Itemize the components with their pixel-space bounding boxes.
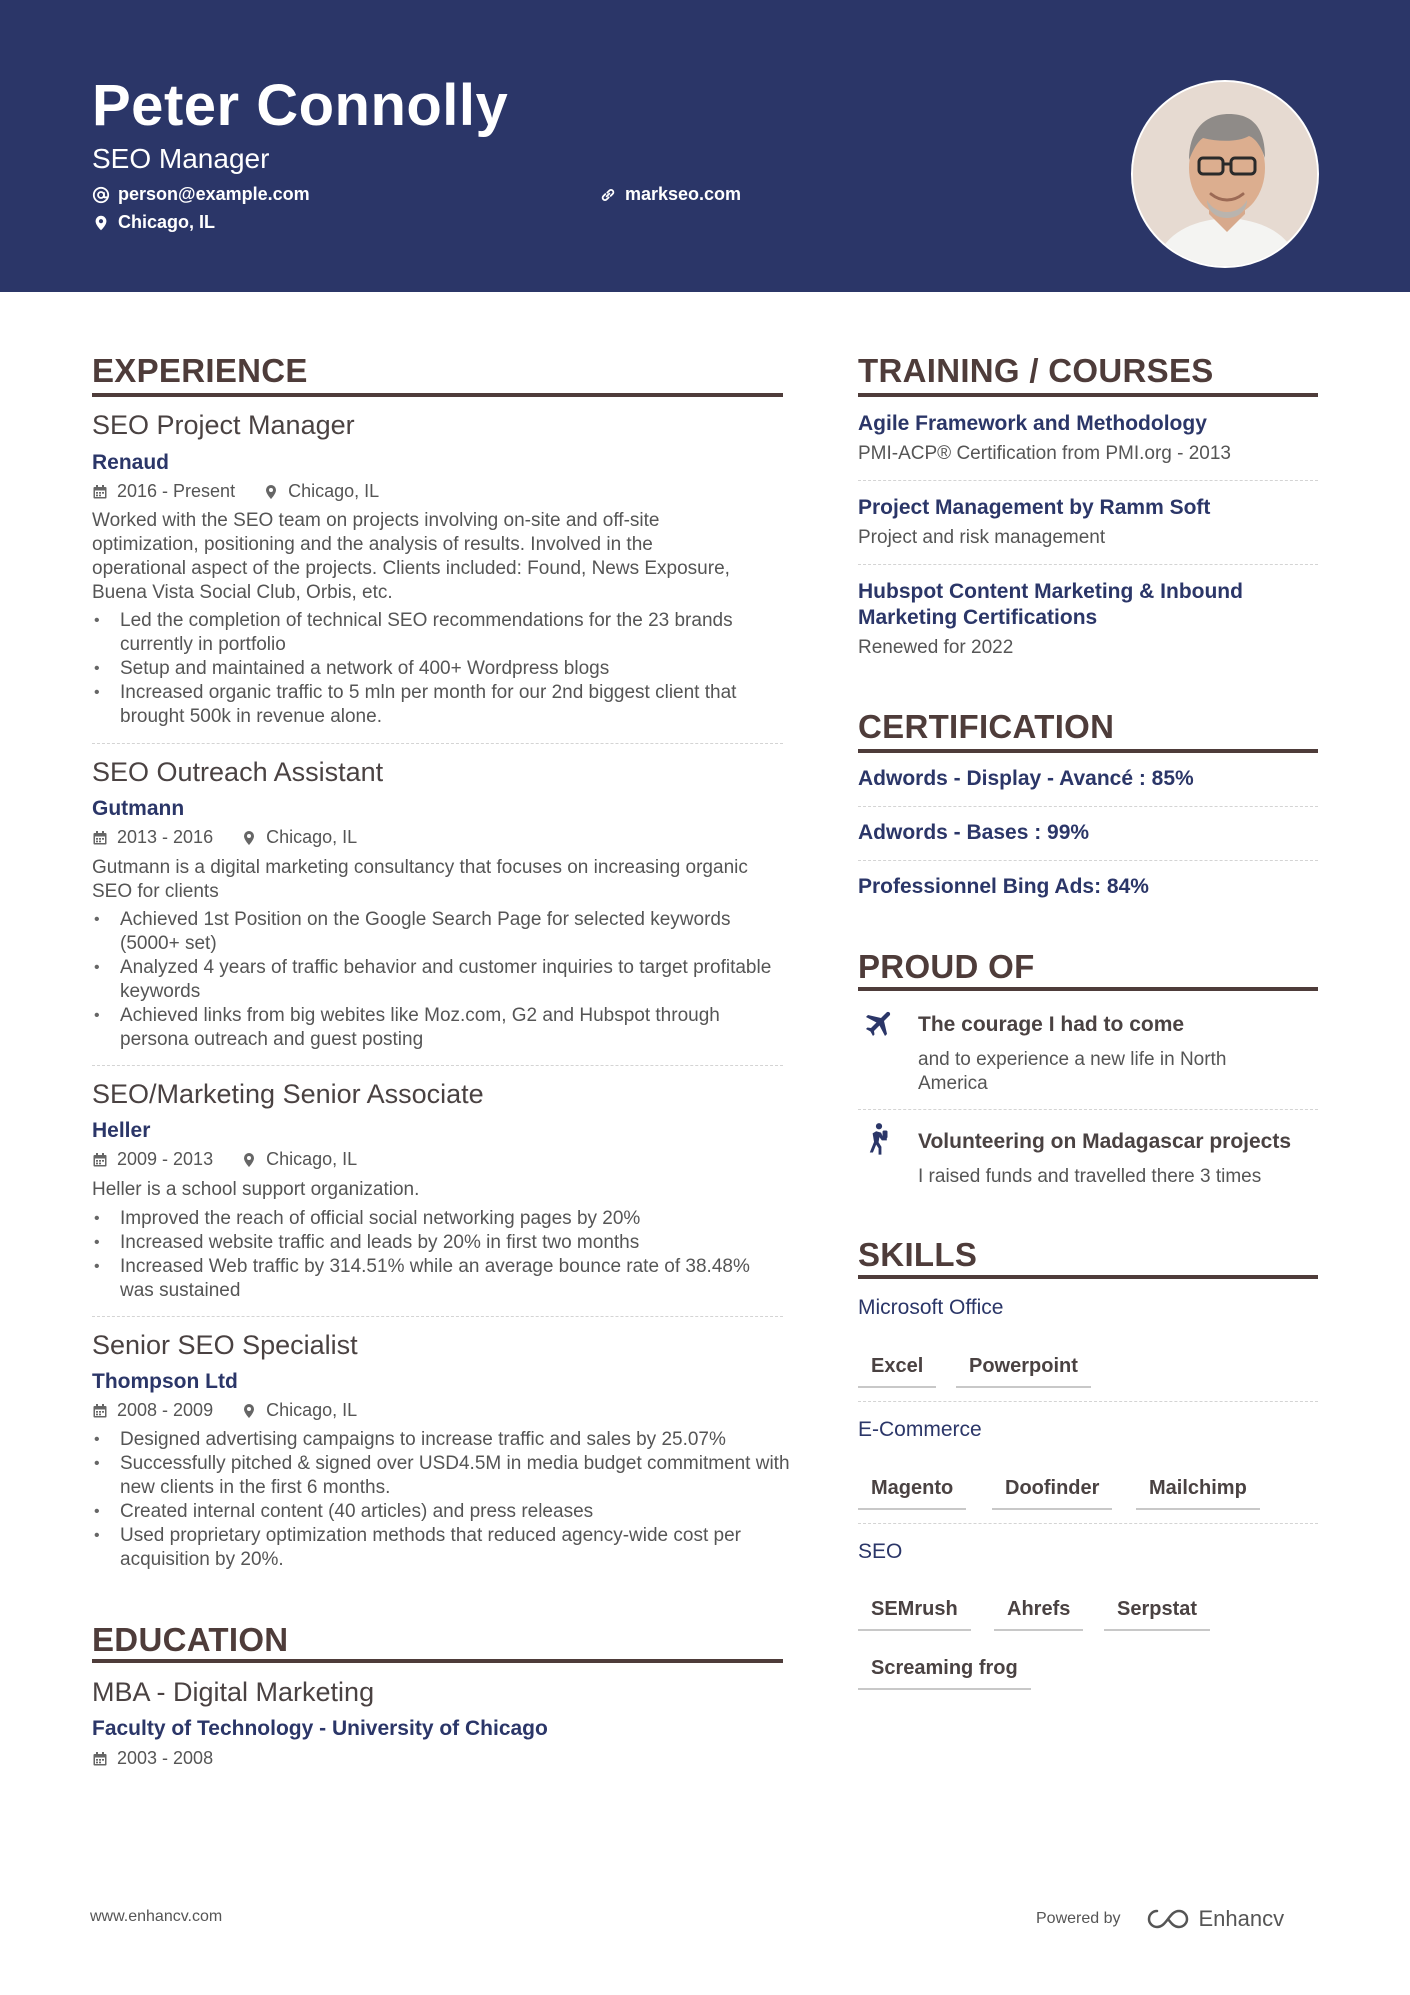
divider (858, 806, 1318, 807)
job-bullets (92, 1207, 782, 1303)
at-icon (92, 186, 110, 204)
list-item: • Designed advertising campaigns to increase traffic and sales by 25.07% (92, 1428, 792, 1452)
job-meta (92, 1400, 357, 1421)
job-title: SEO/Marketing Senior Associate (92, 1079, 484, 1109)
airplane-icon (863, 1006, 897, 1040)
calendar-icon (92, 1751, 108, 1767)
skill-tag: Magento (858, 1477, 966, 1510)
list-item: • Increased organic traffic to 5 mln per month for our 2nd biggest client that brought 500k in revenue alone. (92, 681, 782, 729)
course-description: Project and risk management (858, 527, 1106, 548)
list-item: • Led the completion of technical SEO recommendations for the 23 brands currently in portfolio (92, 609, 782, 657)
skill-tag: Doofinder (992, 1477, 1112, 1510)
list-item: • Created internal content (40 articles) and press releases (92, 1500, 792, 1524)
job-location: Chicago, IL (266, 1149, 358, 1169)
certification-rule (858, 749, 1318, 753)
job-location: Chicago, IL (266, 1400, 358, 1420)
resume-header (0, 0, 1410, 292)
list-item: • Improved the reach of official social networking pages by 20% (92, 1207, 782, 1231)
certification-item: Adwords - Bases : 99% (858, 821, 1090, 844)
divider (92, 1316, 783, 1317)
skill-tag: Serpstat (1104, 1598, 1210, 1631)
location-pin-icon (263, 484, 279, 500)
certification-item: Adwords - Display - Avancé : 85% (858, 767, 1194, 790)
proud-rule (858, 987, 1318, 991)
candidate-name: Peter Connolly (92, 73, 509, 138)
portrait-illustration (1133, 82, 1319, 268)
location-pin-icon (241, 1403, 257, 1419)
proud-description: I raised funds and travelled there 3 times (918, 1166, 1262, 1187)
list-item: • Setup and maintained a network of 400+ Wordpress blogs (92, 657, 782, 681)
location-pin-icon (92, 214, 110, 232)
skill-tag: SEMrush (858, 1598, 971, 1631)
profile-photo (1131, 80, 1319, 268)
job-location: Chicago, IL (288, 481, 380, 501)
list-item: • Increased website traffic and leads by 20% in first two months (92, 1231, 782, 1255)
location-contact (92, 212, 215, 233)
divider (858, 564, 1318, 565)
skill-tag: Powerpoint (956, 1355, 1091, 1388)
list-item: • Achieved 1st Position on the Google Search Page for selected keywords (5000+ set) (92, 908, 792, 956)
job-dates: 2016 - Present (117, 481, 236, 501)
job-bullets (92, 1428, 792, 1572)
list-item: • Successfully pitched & signed over USD4.5M in media budget commitment with new clients in the first 6 months. (92, 1452, 792, 1500)
job-title: Senior SEO Specialist (92, 1330, 358, 1360)
divider (858, 480, 1318, 481)
link-icon (599, 186, 617, 204)
experience-rule (92, 393, 783, 397)
degree-title: MBA - Digital Marketing (92, 1677, 375, 1707)
calendar-icon (92, 830, 108, 846)
calendar-icon (92, 1403, 108, 1419)
job-meta (92, 481, 379, 502)
proud-heading: PROUD OF (858, 948, 1035, 985)
job-title: SEO Outreach Assistant (92, 757, 384, 787)
location-pin-icon (241, 830, 257, 846)
skill-group-label: Microsoft Office (858, 1296, 1004, 1319)
education-meta (92, 1748, 213, 1769)
job-description: Heller is a school support organization. (92, 1179, 420, 1200)
list-item: • Used proprietary optimization methods that reduced agency-wide cost per acquisition by 20%. (92, 1524, 792, 1572)
job-meta (92, 1149, 357, 1170)
hiker-icon (862, 1122, 896, 1156)
certification-heading: CERTIFICATION (858, 708, 1115, 745)
location-pin-icon (241, 1152, 257, 1168)
proud-description: and to experience a new life in North America (918, 1049, 1227, 1094)
job-dates: 2008 - 2009 (117, 1400, 214, 1420)
job-title: SEO Project Manager (92, 410, 355, 440)
job-bullets (92, 609, 782, 729)
calendar-icon (92, 484, 108, 500)
divider (858, 1401, 1318, 1402)
enhancv-logo-icon (1145, 1907, 1191, 1931)
brand-logo[interactable] (1145, 1906, 1285, 1932)
skill-tag: Excel (858, 1355, 936, 1388)
certification-item: Professionnel Bing Ads: 84% (858, 875, 1149, 898)
job-location: Chicago, IL (266, 827, 358, 847)
job-dates: 2009 - 2013 (117, 1149, 214, 1169)
candidate-role: SEO Manager (92, 143, 270, 174)
job-description: Worked with the SEO team on projects involving on-site and off-site optimization, positioning and the analysis of results. Involved in the operational aspect of the projects. Clients included: Found, News Exposure, Buena Vista Social Club, Orbis, etc. (92, 510, 730, 603)
email-contact[interactable] (92, 184, 310, 205)
divider (858, 860, 1318, 861)
skill-group-label: E-Commerce (858, 1418, 982, 1441)
skills-heading: SKILLS (858, 1236, 978, 1273)
course-description: Renewed for 2022 (858, 637, 1014, 658)
brand-name: Enhancv (1198, 1906, 1285, 1931)
skill-group-label: SEO (858, 1540, 903, 1563)
location-text: Chicago, IL (118, 212, 216, 232)
course-title: Project Management by Ramm Soft (858, 496, 1211, 519)
website-contact[interactable] (599, 184, 741, 205)
footer-branding (1036, 1906, 1284, 1932)
course-description: PMI-ACP® Certification from PMI.org - 2013 (858, 443, 1231, 464)
job-description: Gutmann is a digital marketing consultancy that focuses on increasing organic SEO for clients (92, 857, 748, 902)
training-heading: TRAINING / COURSES (858, 352, 1214, 389)
skill-tag: Mailchimp (1136, 1477, 1260, 1510)
job-dates: 2013 - 2016 (117, 827, 214, 847)
company-name: Renaud (92, 451, 170, 474)
divider (858, 1109, 1318, 1110)
proud-title: The courage I had to come (918, 1013, 1185, 1036)
education-heading: EDUCATION (92, 1621, 289, 1658)
list-item: • Analyzed 4 years of traffic behavior and customer inquiries to target profitable keywords (92, 956, 792, 1004)
company-name: Gutmann (92, 797, 185, 820)
skills-rule (858, 1275, 1318, 1279)
divider (92, 1065, 783, 1066)
footer-website[interactable]: www.enhancv.com (90, 1908, 223, 1925)
skill-tag: Screaming frog (858, 1657, 1031, 1690)
powered-by-text: Powered by (1036, 1910, 1121, 1927)
course-title: Hubspot Content Marketing & Inbound Marketing Certifications (858, 580, 1243, 629)
education-dates: 2003 - 2008 (117, 1748, 214, 1768)
divider (858, 1523, 1318, 1524)
list-item: • Increased Web traffic by 314.51% while an average bounce rate of 38.48% was sustained (92, 1255, 782, 1303)
education-rule (92, 1659, 783, 1663)
job-bullets (92, 908, 792, 1052)
skill-tag: Ahrefs (994, 1598, 1083, 1631)
course-title: Agile Framework and Methodology (858, 412, 1207, 435)
school-name: Faculty of Technology - University of Chicago (92, 1717, 548, 1740)
website-text: markseo.com (625, 184, 742, 204)
list-item: • Achieved links from big webites like Moz.com, G2 and Hubspot through persona outreach and guest posting (92, 1004, 792, 1052)
email-text: person@example.com (118, 184, 310, 204)
company-name: Heller (92, 1119, 151, 1142)
proud-title: Volunteering on Madagascar projects (918, 1130, 1292, 1153)
calendar-icon (92, 1152, 108, 1168)
company-name: Thompson Ltd (92, 1370, 238, 1393)
divider (92, 743, 783, 744)
job-meta (92, 827, 357, 848)
training-rule (858, 393, 1318, 397)
experience-heading: EXPERIENCE (92, 352, 308, 389)
